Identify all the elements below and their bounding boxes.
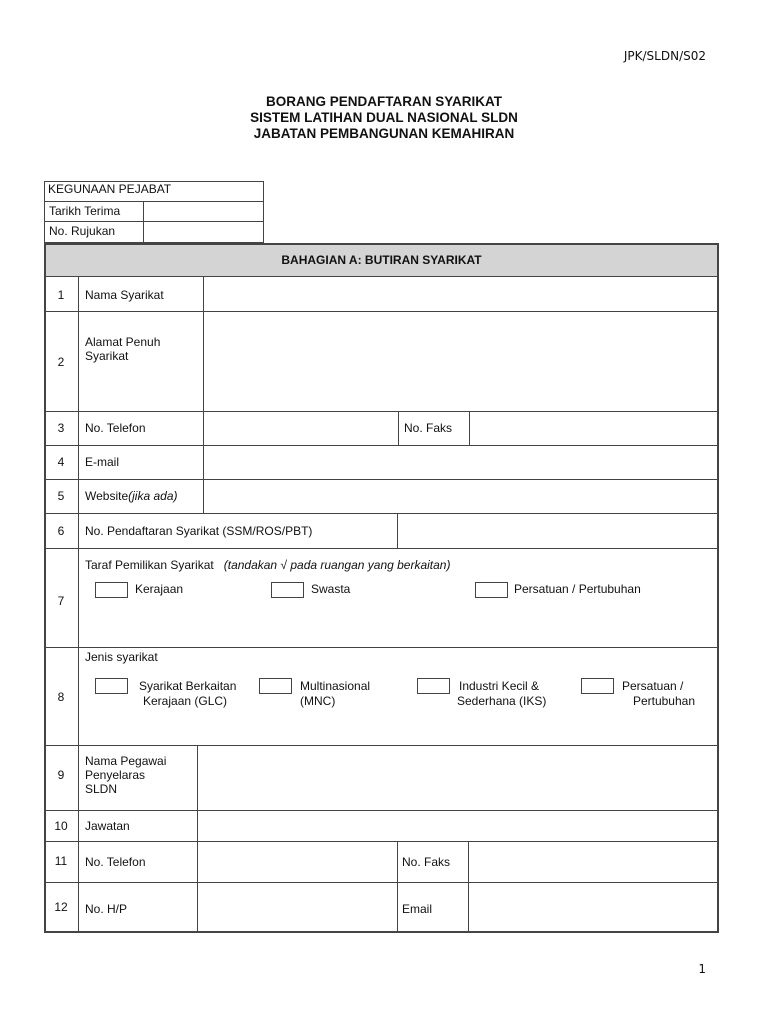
website-label-note: (jika ada) — [128, 489, 178, 503]
type-iks-label-line1: Industri Kecil & — [459, 679, 540, 693]
company-name-field[interactable] — [205, 278, 717, 310]
title-line-3: JABATAN PEMBANGUNAN KEMAHIRAN — [253, 126, 515, 141]
type-association-label — [622, 679, 695, 709]
type-association-label-line1: Persatuan / — [622, 679, 684, 693]
coordinator-fax-field[interactable] — [470, 843, 717, 881]
type-glc-label-line1: Syarikat Berkaitan — [139, 679, 237, 693]
ownership-note: (tandakan √ pada ruangan yang berkaitan) — [223, 558, 451, 572]
type-association-label-line2: Pertubuhan — [632, 694, 695, 708]
row-number: 7 — [57, 594, 65, 608]
company-address-field[interactable] — [205, 313, 717, 410]
date-received-label: Tarikh Terima — [49, 204, 121, 218]
ownership-government-checkbox[interactable] — [95, 582, 128, 598]
type-mnc-label — [300, 679, 370, 709]
email-field[interactable] — [205, 447, 717, 478]
coordinator-fax-label: No. Faks — [402, 855, 451, 869]
row-number: 9 — [57, 768, 65, 782]
coordinator-name-label-line1: Nama Pegawai — [85, 754, 167, 768]
coordinator-name-label-line2: Penyelaras — [85, 768, 146, 782]
website-label — [85, 489, 178, 503]
row-number: 11 — [54, 854, 68, 868]
title-line-2: SISTEM LATIHAN DUAL NASIONAL SLDN — [250, 110, 518, 125]
website-label-text: Website — [85, 489, 129, 503]
mobile-label: No. H/P — [85, 902, 128, 916]
ownership-association-label: Persatuan / Pertubuhan — [514, 582, 641, 596]
date-received-field[interactable] — [145, 202, 263, 222]
coordinator-name-field[interactable] — [199, 747, 717, 809]
phone-label: No. Telefon — [85, 421, 146, 435]
coordinator-phone-label: No. Telefon — [85, 855, 146, 869]
ownership-label — [85, 558, 450, 572]
ownership-association-checkbox[interactable] — [475, 582, 508, 598]
type-iks-label-line2: Sederhana (IKS) — [457, 694, 547, 708]
company-address-label: Alamat Penuh Syarikat — [85, 335, 161, 363]
coordinator-email-field[interactable] — [470, 884, 717, 931]
type-glc-label — [139, 679, 236, 709]
row-number: 5 — [57, 489, 65, 503]
phone-field[interactable] — [205, 413, 397, 444]
website-field[interactable] — [205, 481, 717, 512]
coordinator-name-label-line3: SLDN — [85, 782, 118, 796]
ownership-government-label: Kerajaan — [135, 582, 184, 596]
form-title — [0, 94, 768, 142]
section-a-heading: BAHAGIAN A: BUTIRAN SYARIKAT — [46, 245, 717, 277]
ownership-private-checkbox[interactable] — [271, 582, 304, 598]
row-number: 8 — [57, 690, 65, 704]
registration-no-label: No. Pendaftaran Syarikat (SSM/ROS/PBT) — [85, 524, 313, 538]
type-association-checkbox[interactable] — [581, 678, 614, 694]
email-label: E-mail — [85, 455, 120, 469]
office-use-heading: KEGUNAAN PEJABAT — [48, 182, 172, 196]
type-glc-checkbox[interactable] — [95, 678, 128, 694]
row-number: 6 — [57, 524, 65, 538]
coordinator-name-label — [85, 754, 166, 796]
fax-label: No. Faks — [404, 421, 453, 435]
title-line-1: BORANG PENDAFTARAN SYARIKAT — [265, 94, 502, 109]
office-use-box — [44, 181, 264, 243]
coordinator-phone-field[interactable] — [199, 843, 396, 881]
row-number: 1 — [57, 288, 65, 302]
row-number: 3 — [57, 421, 65, 435]
document-code: JPK/SLDN/S02 — [623, 49, 706, 63]
ownership-private-label: Swasta — [311, 582, 351, 596]
registration-no-field[interactable] — [399, 515, 717, 547]
coordinator-email-label: Email — [402, 902, 433, 916]
mobile-field[interactable] — [199, 884, 396, 931]
page-number: 1 — [698, 962, 706, 976]
row-number: 12 — [54, 900, 68, 914]
type-glc-label-line2: Kerajaan (GLC) — [143, 694, 228, 708]
position-label: Jawatan — [85, 819, 130, 833]
type-mnc-checkbox[interactable] — [259, 678, 292, 694]
row-number: 2 — [57, 355, 65, 369]
row-number: 4 — [57, 455, 65, 469]
row-number: 10 — [54, 819, 68, 833]
ownership-label-text: Taraf Pemilikan Syarikat — [85, 558, 214, 572]
type-mnc-label-line1: Multinasional — [300, 679, 371, 693]
position-field[interactable] — [199, 812, 717, 840]
fax-field[interactable] — [471, 413, 717, 444]
reference-no-field[interactable] — [145, 222, 263, 244]
type-iks-checkbox[interactable] — [417, 678, 450, 694]
reference-no-label: No. Rujukan — [49, 224, 116, 238]
company-type-label: Jenis syarikat — [85, 650, 158, 664]
type-mnc-label-line2: (MNC) — [300, 694, 336, 708]
company-name-label: Nama Syarikat — [85, 288, 164, 302]
type-iks-label — [457, 679, 546, 709]
